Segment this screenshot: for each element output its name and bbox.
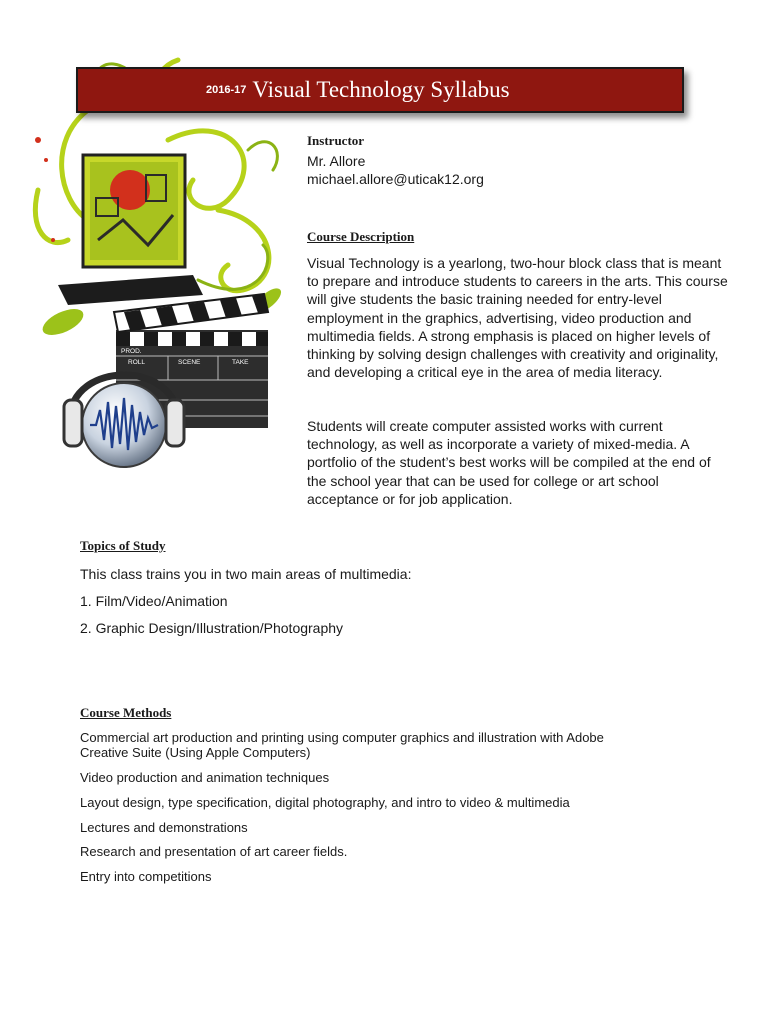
methods-item: Entry into competitions: [80, 869, 212, 884]
page-title: Visual Technology Syllabus: [252, 77, 510, 102]
methods-heading: Course Methods: [80, 705, 172, 720]
audio-headphones-icon: [64, 375, 184, 467]
clapper-roll-label: ROLL: [128, 359, 145, 366]
topics-item: 2. Graphic Design/Illustration/Photography: [80, 620, 344, 636]
topics-item: 1. Film/Video/Animation: [80, 593, 228, 609]
course-description-paragraph-1: Visual Technology is a yearlong, two-hour block class that is meant to prepare and introduce students to careers in the arts. This course will give students the basic training needed for entry-level employment in the graphics, advertising, video production and multimedia fields. A strong emphasis is placed on higher levels of thinking by solving design challenges with creativity and originality, and developing a critical eye in the area of media literacy.: [307, 255, 728, 381]
clapper-prod-label: PROD.: [121, 348, 142, 355]
leaf-shape: [39, 304, 87, 341]
methods-item: Lectures and demonstrations: [80, 820, 248, 835]
instructor-name: Mr. Allore: [307, 153, 366, 169]
methods-item: Creative Suite (Using Apple Computers): [80, 745, 311, 760]
topics-heading: Topics of Study: [80, 538, 166, 553]
methods-item: Layout design, type specification, digital photography, and intro to video & multimedia: [80, 795, 570, 810]
course-description-heading: Course Description: [307, 229, 415, 244]
topics-intro: This class trains you in two main areas of multimedia:: [80, 566, 412, 582]
methods-item: Commercial art production and printing using computer graphics and illustration with Adobe: [80, 730, 604, 745]
monitor-icon: [58, 155, 203, 305]
school-year: 2016-17: [206, 84, 247, 96]
clapper-take-label: TAKE: [232, 359, 249, 366]
instructor-email[interactable]: michael.allore@uticak12.org: [307, 171, 484, 187]
clapper-scene-label: SCENE: [178, 359, 201, 366]
title-banner: [76, 67, 684, 113]
methods-item: Research and presentation of art career fields.: [80, 844, 348, 859]
course-description-paragraph-2: Students will create computer assisted works with current technology, as well as incorporate a variety of mixed-media. A portfolio of the student’s best works will be compiled at the end of the school year that can be used for college or art school acceptance or for job application.: [307, 418, 711, 507]
methods-item: Video production and animation techniques: [80, 770, 330, 785]
instructor-heading: Instructor: [307, 133, 365, 148]
media-collage-illustration: [28, 50, 290, 470]
